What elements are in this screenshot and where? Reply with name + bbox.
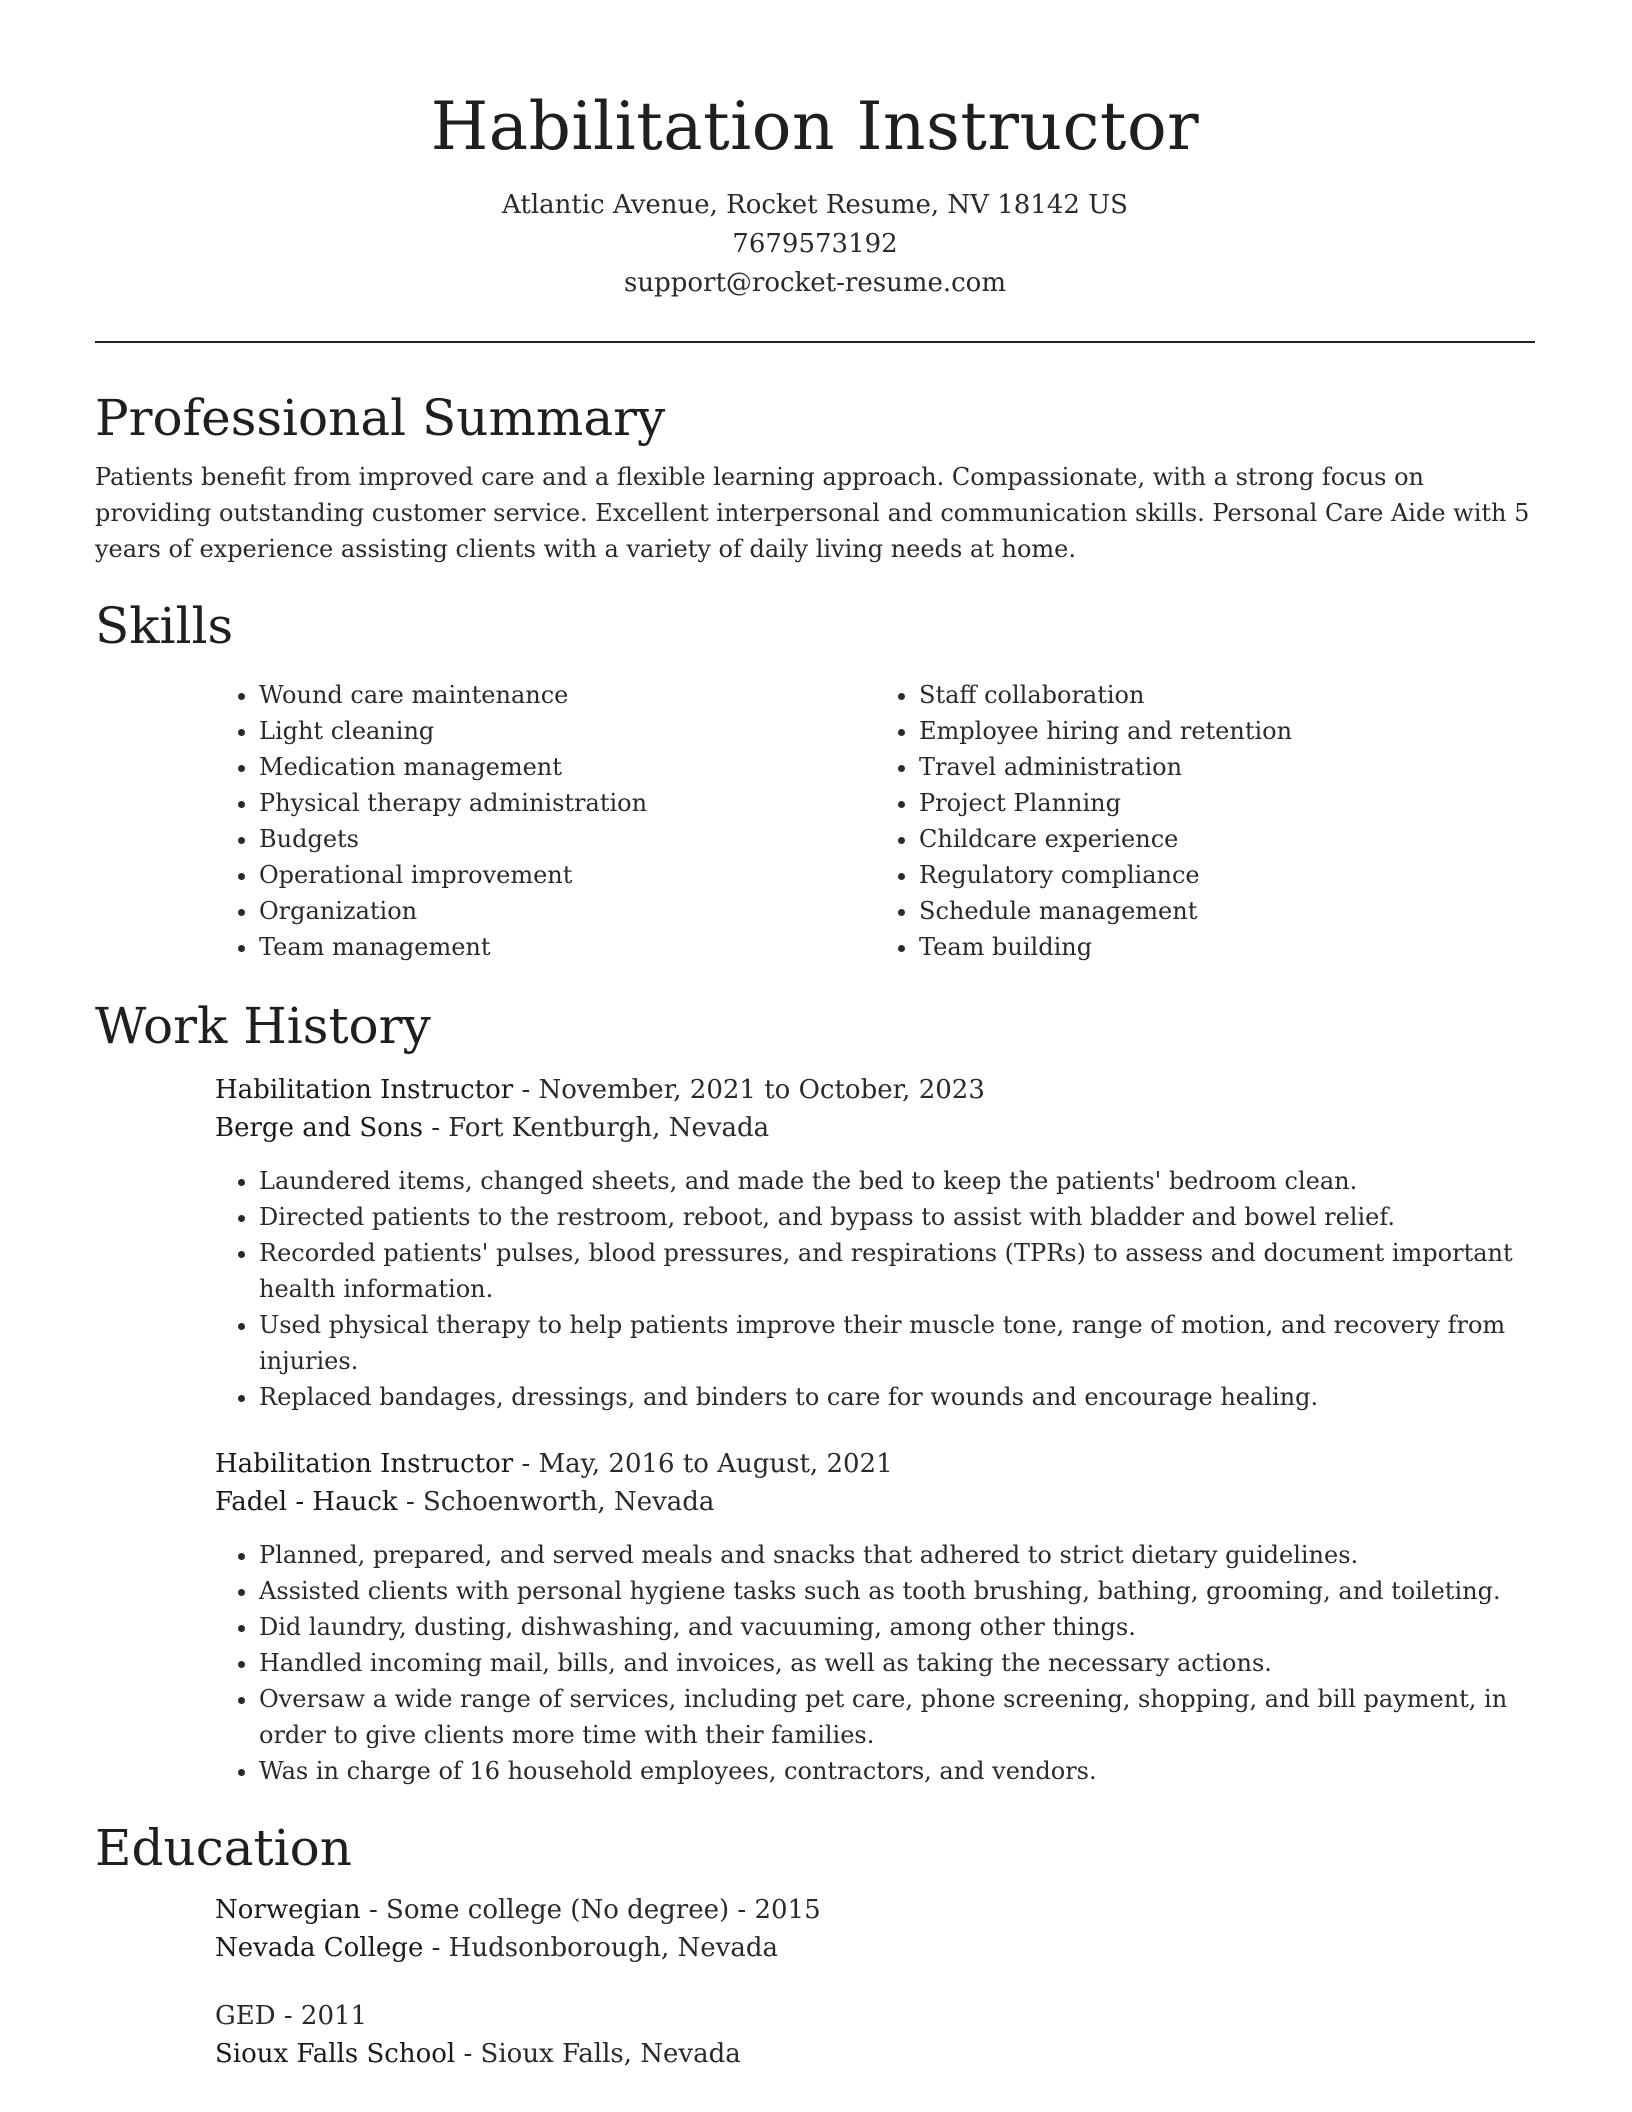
job-bullets [215,1537,1535,1789]
skill-item: • Staff collaboration [919,677,1535,713]
job-bullet: • Replaced bandages, dressings, and binders to care for wounds and encourage healing. [259,1379,1535,1415]
education-section [95,1815,1535,2073]
job-bullet: • Directed patients to the restroom, reboot, and bypass to assist with bladder and bowel relief. [259,1199,1535,1235]
skill-item: • Team building [919,929,1535,965]
job-location: - Schoenworth, Nevada [397,1487,715,1517]
job-company-line [215,1109,1535,1147]
summary-text: Patients benefit from improved care and a flexible learning approach. Compassionate, with a strong focus on providing outstanding customer service. Excellent interpersonal and communication skills. Personal Care Aide with 5 years of experience assisting clients with a variety of daily living needs at home. [95,463,1530,563]
skill-item: • Medication management [259,749,875,785]
skill-item: • Regulatory compliance [919,857,1535,893]
job-dates: - November, 2021 to October, 2023 [513,1075,985,1105]
job-bullet: • Used physical therapy to help patients improve their muscle tone, range of motion, and recovery from injuries. [259,1307,1535,1379]
skills-list-left [215,677,875,965]
job-entry [215,1445,1535,1789]
resume-header [95,0,1535,303]
skills-section [95,593,1535,965]
job-bullet: • Oversaw a wide range of services, including pet care, phone screening, shopping, and bill payment, in order to give clients more time with their families. [259,1681,1535,1753]
skill-item: • Physical therapy administration [259,785,875,821]
work-history-title: Work History [95,997,431,1055]
skills-list-right [875,677,1535,965]
education-school-line [215,2035,1535,2073]
job-company-line [215,1483,1535,1521]
skills-title: Skills [95,597,234,655]
job-bullet: • Assisted clients with personal hygiene tasks such as tooth brushing, bathing, grooming, and toileting. [259,1573,1535,1609]
resume-page [95,0,1535,2073]
education-degree: Norwegian [215,1895,361,1925]
job-company: Fadel - Hauck [215,1487,398,1517]
job-bullet: • Recorded patients' pulses, blood pressures, and respirations (TPRs) to assess and document important health information. [259,1235,1535,1307]
skill-item: • Operational improvement [259,857,875,893]
education-location: - Sioux Falls, Nevada [455,2039,741,2069]
education-title: Education [95,1819,352,1877]
job-title-line [215,1445,1535,1483]
job-role: Habilitation Instructor [215,1449,514,1479]
contact-block [95,186,1535,303]
education-school-line [215,1929,1535,1967]
skill-item: • Childcare experience [919,821,1535,857]
education-entry [215,1997,1535,2073]
job-bullet: • Did laundry, dusting, dishwashing, and vacuuming, among other things. [259,1609,1535,1645]
skills-columns [215,677,1535,965]
skill-item: • Organization [259,893,875,929]
job-location: - Fort Kentburgh, Nevada [422,1113,770,1143]
summary-section [95,385,1535,567]
skill-item: • Light cleaning [259,713,875,749]
job-dates: - May, 2016 to August, 2021 [513,1449,893,1479]
skill-item: • Employee hiring and retention [919,713,1535,749]
education-entry [215,1891,1535,1967]
education-school: Nevada College [215,1933,424,1963]
job-bullet: • Laundered items, changed sheets, and made the bed to keep the patients' bedroom clean. [259,1163,1535,1199]
skill-item: • Schedule management [919,893,1535,929]
job-bullet: • Planned, prepared, and served meals and snacks that adhered to strict dietary guidelines. [259,1537,1535,1573]
job-entry [215,1071,1535,1415]
summary-title: Professional Summary [95,389,666,447]
education-school: Sioux Falls School [215,2039,456,2069]
job-role: Habilitation Instructor [215,1075,514,1105]
education-degree-line [215,1997,1535,2035]
job-bullet: • Was in charge of 16 household employees, contractors, and vendors. [259,1753,1535,1789]
work-history-section [95,993,1535,1789]
header-divider [95,341,1535,343]
skill-item: • Budgets [259,821,875,857]
job-title-line [215,1071,1535,1109]
contact-email: support@rocket-resume.com [623,268,1006,298]
job-bullet: • Handled incoming mail, bills, and invoices, as well as taking the necessary actions. [259,1645,1535,1681]
education-location: - Hudsonborough, Nevada [423,1933,778,1963]
education-degree-line [215,1891,1535,1929]
skill-item: • Wound care maintenance [259,677,875,713]
skill-item: • Project Planning [919,785,1535,821]
contact-phone: 7679573192 [732,229,898,259]
skill-item: • Travel administration [919,749,1535,785]
job-company: Berge and Sons [215,1113,423,1143]
education-detail: GED - 2011 [215,2001,368,2031]
education-detail: - Some college (No degree) - 2015 [360,1895,821,1925]
candidate-name: Habilitation Instructor [430,88,1200,165]
skill-item: • Team management [259,929,875,965]
contact-address: Atlantic Avenue, Rocket Resume, NV 18142 US [502,190,1128,220]
job-bullets [215,1163,1535,1415]
